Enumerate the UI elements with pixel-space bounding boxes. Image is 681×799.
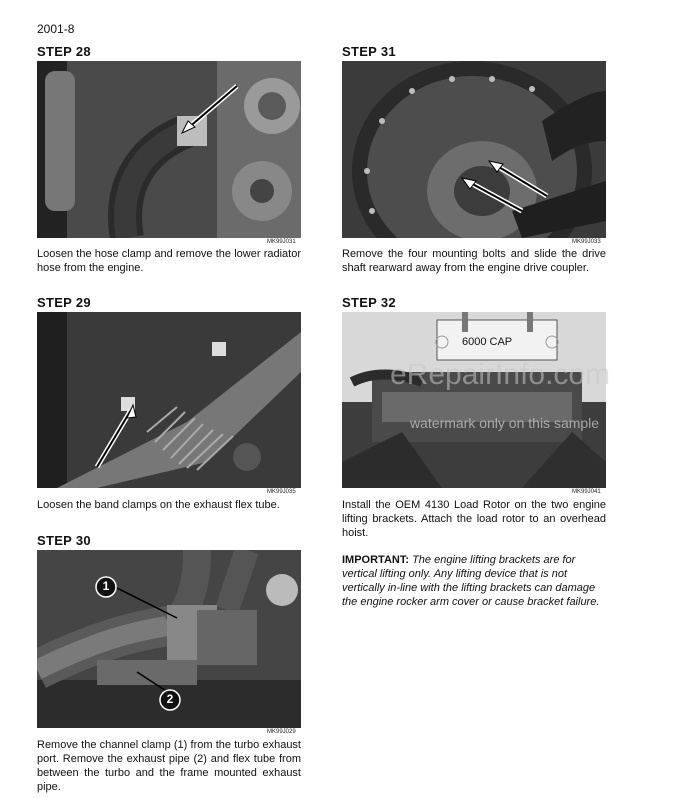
step-31-caption: Remove the four mounting bolts and slide the drive shaft rearward away from the engine drive coupler. — [342, 248, 606, 274]
step-32-caption: Install the OEM 4130 Load Rotor on the two engine lifting brackets. Attach the load rotor to an overhead hoist. — [342, 499, 606, 539]
load-rotor-capacity-label: 6000 CAP — [462, 336, 513, 348]
step-29-photo — [37, 312, 301, 488]
step-29-figure-id: MK99J035 — [267, 489, 296, 495]
step-28-figure-id: MK99J031 — [267, 239, 296, 245]
step-30-caption: Remove the channel clamp (1) from the turbo exhaust port. Remove the exhaust pipe (2) and flex tube from between the turbo and the frame mounted exhaust pipe. — [37, 739, 301, 793]
step-30-photo — [37, 550, 301, 728]
step-29-caption: Loosen the band clamps on the exhaust flex tube. — [37, 499, 280, 511]
important-label: IMPORTANT: — [342, 554, 410, 566]
step-30-figure-id: MK99J029 — [267, 729, 296, 735]
watermark-note: watermark only on this sample — [410, 415, 600, 431]
step-31-photo — [342, 61, 606, 238]
step-29-title: STEP 29 — [37, 295, 91, 310]
callout-2-label: 2 — [166, 692, 174, 706]
step-28-photo — [37, 61, 301, 238]
callout-1-label: 1 — [102, 579, 110, 593]
step-31-title: STEP 31 — [342, 44, 396, 59]
step-32-figure-id: MK99J041 — [572, 489, 601, 495]
step-32-title: STEP 32 — [342, 295, 396, 310]
step-30-title: STEP 30 — [37, 533, 91, 548]
step-28-caption: Loosen the hose clamp and remove the lower radiator hose from the engine. — [37, 248, 301, 274]
step-28-title: STEP 28 — [37, 44, 91, 59]
watermark-site: eRepairInfo.com — [390, 358, 611, 391]
important-text: The engine lifting brackets are for vertical lifting only. Any lifting device that is not vertically in-line with the lifting brackets can damage the engine rocker arm cover or cause bracket failure. — [342, 554, 600, 608]
page-number: 2001-8 — [37, 22, 75, 36]
step-32-photo — [342, 312, 606, 488]
important-note — [342, 553, 606, 609]
step-31-figure-id: MK99J033 — [572, 239, 601, 245]
